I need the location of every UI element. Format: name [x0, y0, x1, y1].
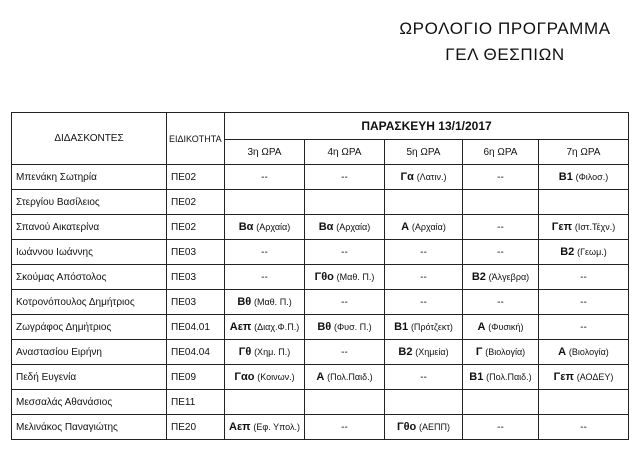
schedule-cell	[385, 215, 463, 240]
schedule-cell	[385, 415, 463, 440]
schedule-cell	[539, 165, 629, 190]
schedule-cell	[385, 165, 463, 190]
teacher-specialty: ΠΕ09	[167, 365, 225, 390]
empty-slot-mark: --	[497, 221, 504, 233]
schedule-cell	[385, 290, 463, 315]
teacher-name: Στεργίου Βασίλειος	[12, 190, 167, 215]
teacher-specialty: ΠΕ04.01	[167, 315, 225, 340]
class-code: Β2	[398, 346, 413, 358]
teacher-name: Σπανού Αικατερίνα	[12, 215, 167, 240]
schedule-cell	[305, 240, 385, 265]
teacher-name: Αναστασίου Ειρήνη	[12, 340, 167, 365]
class-code: Β1	[394, 321, 409, 333]
schedule-cell	[385, 265, 463, 290]
subject-label: (Κοινων.)	[257, 372, 295, 382]
header-hour: 7η ΩΡΑ	[539, 140, 629, 165]
empty-slot-mark: --	[261, 246, 268, 258]
class-code: Βθ	[237, 296, 252, 308]
teacher-specialty: ΠΕ04.04	[167, 340, 225, 365]
empty-slot-mark: --	[420, 246, 427, 258]
table-row	[12, 190, 629, 215]
schedule-cell	[463, 290, 539, 315]
table-row	[12, 240, 629, 265]
table-row	[12, 390, 629, 415]
class-code: Β1	[469, 371, 484, 383]
schedule-cell	[463, 415, 539, 440]
empty-slot-mark: --	[497, 421, 504, 433]
teacher-name: Πεδή Ευγενία	[12, 365, 167, 390]
table-row	[12, 340, 629, 365]
table-row	[12, 215, 629, 240]
schedule-cell	[305, 390, 385, 415]
schedule-cell	[385, 340, 463, 365]
class-code: Α	[401, 221, 410, 233]
subject-label: (Πολ.Παιδ.)	[486, 372, 532, 382]
class-code: Γ	[475, 346, 483, 358]
empty-slot-mark: --	[341, 421, 348, 433]
schedule-cell	[305, 315, 385, 340]
header-specialty: ΕΙΔΙΚΟΤΗΤΑ	[167, 113, 225, 165]
table-row	[12, 315, 629, 340]
empty-slot-mark: --	[580, 321, 587, 333]
class-code: Β2	[471, 271, 486, 283]
subject-label: (Μαθ. Π.)	[336, 272, 375, 282]
schedule-cell	[539, 215, 629, 240]
schedule-cell	[539, 340, 629, 365]
schedule-cell	[539, 190, 629, 215]
subject-label: (Άλγεβρα)	[488, 272, 530, 282]
class-code: Α	[477, 321, 486, 333]
schedule-cell	[539, 315, 629, 340]
schedule-cell	[225, 365, 305, 390]
page-title	[370, 16, 640, 68]
schedule-cell	[225, 340, 305, 365]
empty-slot-mark: --	[580, 421, 587, 433]
teacher-name: Ιωάννου Ιωάννης	[12, 240, 167, 265]
class-code: Βθ	[317, 321, 332, 333]
teacher-specialty: ΠΕ03	[167, 290, 225, 315]
schedule-cell	[539, 265, 629, 290]
schedule-cell	[463, 190, 539, 215]
schedule-cell	[385, 190, 463, 215]
class-code: Α	[558, 346, 567, 358]
schedule-cell	[539, 415, 629, 440]
schedule-cell	[225, 190, 305, 215]
class-code: Β1	[558, 171, 573, 183]
schedule-cell	[225, 415, 305, 440]
empty-slot-mark: --	[341, 171, 348, 183]
teacher-specialty: ΠΕ02	[167, 190, 225, 215]
class-code: Αεπ	[229, 321, 252, 333]
table-row	[12, 265, 629, 290]
subject-label: (ΑΕΠΠ)	[419, 422, 451, 432]
header-teachers: ΔΙΔΑΣΚΟΝΤΕΣ	[12, 113, 167, 165]
schedule-cell	[385, 240, 463, 265]
class-code: Γαο	[234, 371, 255, 383]
class-code: Βα	[238, 221, 254, 233]
subject-label: (Λατιν.)	[416, 172, 447, 182]
schedule-cell	[463, 390, 539, 415]
schedule-cell	[305, 165, 385, 190]
header-day: ΠΑΡΑΣΚΕΥΗ 13/1/2017	[225, 113, 629, 140]
class-code: Βα	[318, 221, 334, 233]
schedule-cell	[225, 240, 305, 265]
teacher-name: Ζωγράφος Δημήτριος	[12, 315, 167, 340]
subject-label: (Φυσ. Π.)	[334, 322, 372, 332]
schedule-cell	[385, 315, 463, 340]
table-row	[12, 165, 629, 190]
schedule-cell	[463, 215, 539, 240]
subject-label: (Αρχαία)	[256, 222, 291, 232]
schedule-cell	[539, 365, 629, 390]
class-code: Γεπ	[553, 371, 574, 383]
class-code: Γεπ	[551, 221, 573, 233]
schedule-cell	[463, 240, 539, 265]
empty-slot-mark: --	[580, 271, 587, 283]
schedule-cell	[463, 315, 539, 340]
empty-slot-mark: --	[341, 296, 348, 308]
schedule-cell	[385, 390, 463, 415]
teacher-name: Κοτρονόπουλος Δημήτριος	[12, 290, 167, 315]
class-code: Γθ	[238, 346, 252, 358]
schedule-cell	[305, 265, 385, 290]
schedule-cell	[305, 365, 385, 390]
schedule-cell	[463, 165, 539, 190]
schedule-cell	[305, 340, 385, 365]
class-code: Γθο	[396, 421, 417, 433]
schedule-cell	[539, 290, 629, 315]
class-code: Α	[316, 371, 325, 383]
header-hour: 4η ΩΡΑ	[305, 140, 385, 165]
schedule-cell	[305, 190, 385, 215]
empty-slot-mark: --	[497, 171, 504, 183]
schedule-cell	[225, 215, 305, 240]
schedule-cell	[385, 365, 463, 390]
teacher-specialty: ΠΕ03	[167, 265, 225, 290]
schedule-cell	[463, 265, 539, 290]
schedule-table	[11, 112, 629, 440]
subject-label: (Φυσική)	[488, 322, 524, 332]
schedule-cell	[463, 340, 539, 365]
table-row	[12, 365, 629, 390]
schedule-cell	[225, 390, 305, 415]
schedule-cell	[305, 415, 385, 440]
header-hour: 6η ΩΡΑ	[463, 140, 539, 165]
empty-slot-mark: --	[341, 246, 348, 258]
schedule-cell	[305, 215, 385, 240]
empty-slot-mark: --	[420, 271, 427, 283]
subject-label: (Διαχ.Φ.Π.)	[254, 322, 300, 332]
empty-slot-mark: --	[341, 346, 348, 358]
schedule-cell	[225, 290, 305, 315]
subject-label: (ΑΟΔΕΥ)	[576, 372, 614, 382]
subject-label: (Χημεία)	[415, 347, 449, 357]
header-hour: 5η ΩΡΑ	[385, 140, 463, 165]
title-line-2: ΓΕΛ ΘΕΣΠΙΩΝ	[445, 45, 565, 64]
schedule-cell	[305, 290, 385, 315]
subject-label: (Φιλοσ.)	[575, 172, 609, 182]
subject-label: (Εφ. Υπολ.)	[253, 422, 300, 432]
class-code: Αεπ	[229, 421, 251, 433]
class-code: Γθο	[314, 271, 334, 283]
empty-slot-mark: --	[420, 296, 427, 308]
schedule-cell	[463, 365, 539, 390]
teacher-specialty: ΠΕ20	[167, 415, 225, 440]
schedule-cell	[539, 390, 629, 415]
teacher-name: Μεσσαλάς Αθανάσιος	[12, 390, 167, 415]
subject-label: (Γεωμ.)	[577, 247, 607, 257]
teacher-name: Σκούμας Απόστολος	[12, 265, 167, 290]
subject-label: (Βιολογία)	[568, 347, 609, 357]
header-hour: 3η ΩΡΑ	[225, 140, 305, 165]
class-code: Γα	[400, 171, 414, 183]
schedule-cell	[225, 315, 305, 340]
teacher-specialty: ΠΕ03	[167, 240, 225, 265]
empty-slot-mark: --	[580, 296, 587, 308]
table-row	[12, 415, 629, 440]
subject-label: (Πρότζεκτ)	[410, 322, 453, 332]
subject-label: (Αρχαία)	[336, 222, 371, 232]
subject-label: (Αρχαία)	[411, 222, 446, 232]
schedule-body	[12, 165, 629, 440]
empty-slot-mark: --	[497, 246, 504, 258]
teacher-name: Μπενάκη Σωτηρία	[12, 165, 167, 190]
subject-label: (Ιστ.Τέχν.)	[574, 222, 616, 232]
subject-label: (Βιολογία)	[485, 347, 526, 357]
teacher-specialty: ΠΕ02	[167, 165, 225, 190]
schedule-cell	[539, 240, 629, 265]
teacher-name: Μελινάκος Παναγιώτης	[12, 415, 167, 440]
table-row	[12, 290, 629, 315]
empty-slot-mark: --	[497, 296, 504, 308]
subject-label: (Πολ.Παιδ.)	[327, 372, 373, 382]
empty-slot-mark: --	[420, 371, 427, 383]
subject-label: (Μαθ. Π.)	[253, 297, 292, 307]
subject-label: (Χημ. Π.)	[254, 347, 291, 357]
schedule-cell	[225, 265, 305, 290]
class-code: Β2	[560, 246, 575, 258]
schedule-cell	[225, 165, 305, 190]
title-line-1: ΩΡΟΛΟΓΙΟ ΠΡΟΓΡΑΜΜΑ	[399, 19, 611, 38]
teacher-specialty: ΠΕ02	[167, 215, 225, 240]
empty-slot-mark: --	[261, 171, 268, 183]
empty-slot-mark: --	[261, 271, 268, 283]
teacher-specialty: ΠΕ11	[167, 390, 225, 415]
